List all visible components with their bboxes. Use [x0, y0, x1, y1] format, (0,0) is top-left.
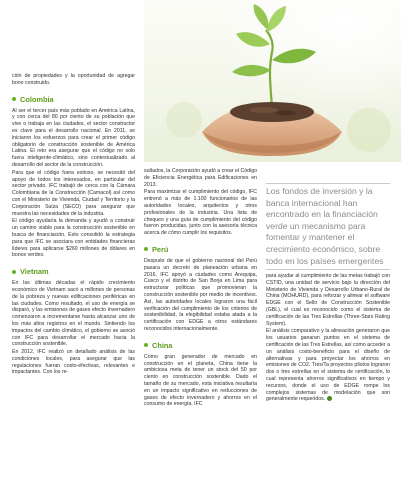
middle-column	[144, 168, 257, 409]
hero-photo	[144, 0, 401, 162]
pull-quote-text: Los fondos de inversión y la banca internacional han encontrado en la financiación verde un mecanismo para fomentar y mantener el crecimiento económico, sobre todo en los países emergentes	[266, 186, 384, 266]
quote-divider	[266, 183, 390, 184]
plant-in-hands-illustration	[144, 0, 401, 162]
vietnam-paragraph-1: En las últimas décadas el rápido crecimiento económico de Vietnam sacó a millones de personas de la pobreza y nuevas edificaciones periféricas en las ciudades. Como resultado, el uso de energía se disparó, y las emisiones de gases efecto invernadero comenzaron a incrementarse hasta alcanzar uno de los más altos registros en el mundo. Sintiendo los impactos del cambio climático, el gobierno se asoció con IFC para desarrollar el mercado hacia la construcción sostenible.	[12, 280, 135, 348]
end-of-article-icon	[327, 396, 332, 401]
bullet-icon	[12, 270, 16, 274]
left-column	[12, 73, 135, 377]
intro-text: ción de propiedades y la oportunidad de agregar bono construido.	[12, 73, 135, 86]
colombia-paragraph-2: Para que el código fuera exitoso, se necesitó del apoyo de todos los interesados, en particular del sector privado. IFC trabajó de cerca con la Cámara Colombiana de la Construcción (Camacol) así como con el Ministerio de Vivienda, Ciudad y Territorio y la Corporación Suiza (SECO) para asegurar que muestra las necesidades de la industria.	[12, 169, 135, 217]
section-heading-china: China	[144, 341, 257, 350]
bullet-icon	[144, 343, 148, 347]
section-heading-colombia: Colombia	[12, 95, 135, 104]
peru-paragraph: Después de que el gobierno nacional del Perú pasara un decreto de planeación urbana en 2016, IFC apoyó a ciudades como Arequipa, Cusco y el distrito de San Borja en Lima para estructurar políticas que promovieran la construcción sostenible por medio de incentivos. Así, las autoridades locales lograron una fácil verificación del cumplimiento de los criterios de sostenibilidad, la elegibilidad estaba atada a la certificación con EDGE a otros estándares reconocidos internacionalmente.	[144, 257, 257, 332]
china-paragraph: Como gran generador de mercado en construcción en el planeta, China tiene la ambiciosa meta de tener un stock del 50 por ciento en construcción sostenible. Dado el tamaño de su mercado, esta iniciativa resultaría en un impacto significativo en reducciones de gases de efecto invernadero y ahorros en el consumo de energía. IFC	[144, 353, 257, 408]
colombia-paragraph-1: Al ser el tercer país más poblado en América Latina, y con cerca del 80 por ciento de su población que vive o trabaja en las ciudades, el sector constructor es clave para el desarrollo nacional. En 2011, se iniciaron los esfuerzos para crear el primer código obligatorio de construcción sostenible de América Latina. El reto era asegurar que el código no solo fuera inteligente-climático, sino contextualizado al desarrollo del sector de la construcción.	[12, 107, 135, 168]
right-column	[266, 273, 390, 404]
vietnam-paragraph-2: En 2012, IFC realizó un detallado análisis de las condiciones locales, para asegurar que las regulaciones fueran costo-efectivas, relevantes e impactantes. Con los re-	[12, 349, 135, 376]
section-heading-vietnam: Vietnam	[12, 267, 135, 276]
right-paragraph-2: El análisis comparativo y la alineación generaron que los usuarios ganaran puntos en el sistema de certificación de las Tres Estrellas, así como acceder a un análisis costo-beneficio para el diseño de alternativas y para proyectar los ahorros en emisiones de CO2. Tres/Ta proyectos pilotos lograron dos o tres estrellas en el sistema de certificación, lo cual representa ahorros significativos en tiempo y recursos, donde el uso de EDGE rompe los complejos sistemas de modelación que son generalmente requeridos.	[266, 328, 390, 403]
bullet-icon	[12, 97, 16, 101]
quote-divider	[266, 269, 390, 270]
right-paragraph-1: para ayudar al cumplimiento de las metas trabajó con CSTID, una unidad de servicio bajo la dirección del Ministerio de Vivienda y Desarrollo Urbano-Rural de China (MOHURD), para reforzar y alinear el software EDGE con el Sello de Construcción Sostenible (GBL), el cual es reconocido como el sistema de certificación de las Tres Estrellas (Three-Stars Rating System).	[266, 273, 390, 327]
colombia-paragraph-3: El código ayudaría la demanda y ayudó a construir un camino viable para la construcción sostenible en busca de financiación. Esto consolidó la estrategia para que IFC se asociara con entidades financieras líderes para aplicarse $260 millones de dólares en bonos verdes.	[12, 218, 135, 259]
bullet-icon	[144, 247, 148, 251]
middle-paragraph-2: Para maximizar el cumplimiento del código, IFC entrenó a más de 1.100 funcionarios de las autoridades locales, arquitectos y otros profesionales de la industria. Una lista de chequeo y una guía de cumplimiento del código fueron producidas, junto con la asesoría técnica acerca de cómo cumplir los requisitos.	[144, 189, 257, 237]
section-heading-peru: Perú	[144, 245, 257, 254]
middle-paragraph-1: sultados, la Corporación ayudó a crear el Código de Eficiencia Energética para Edificaciones en 2013.	[144, 168, 257, 188]
pull-quote	[266, 181, 390, 272]
